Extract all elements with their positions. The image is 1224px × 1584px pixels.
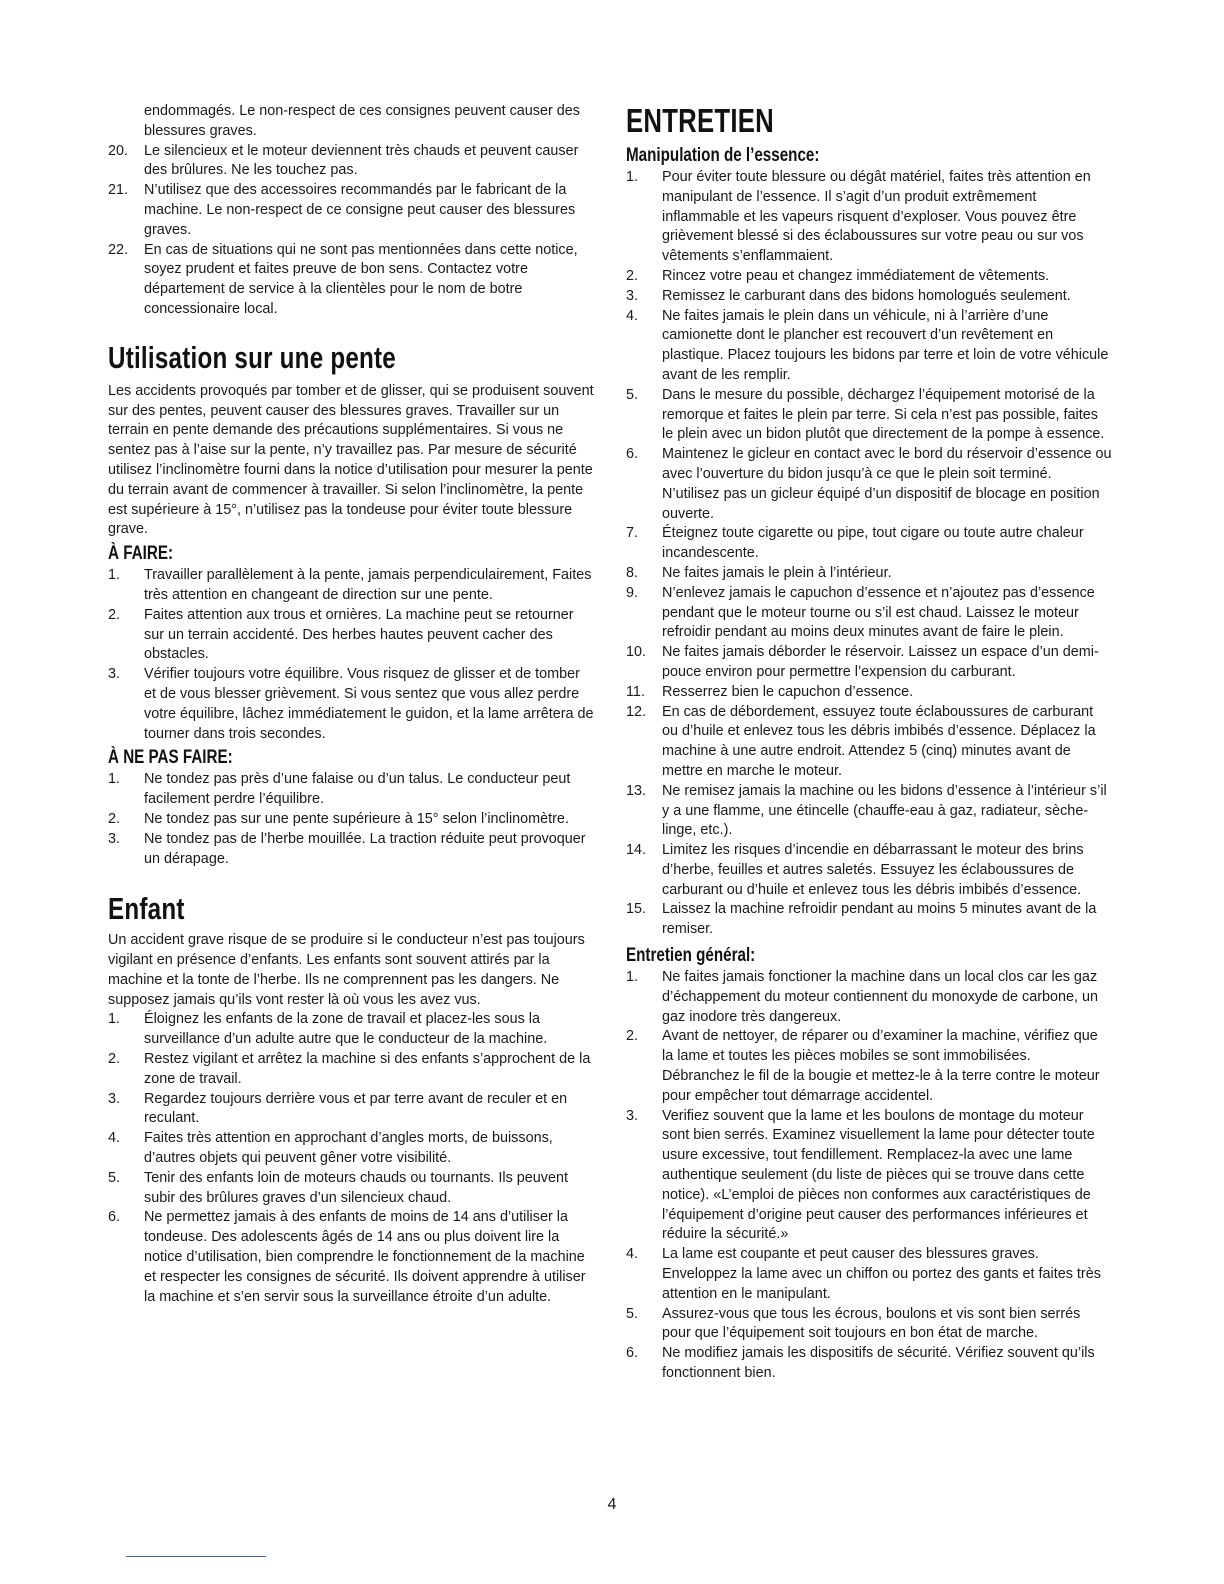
numbered-list-top bbox=[108, 142, 594, 320]
list-item: 2. Avant de nettoyer, de réparer ou d’examiner la machine, vérifiez que la lame et toutes les pièces mobiles se sont immobilisées. Débranchez le fil de la bougie et mettez-le à la terre contre le moteur pour empêcher tout démarrage accidentel. bbox=[626, 1028, 1100, 1104]
list-item: 5. Tenir des enfants loin de moteurs chauds ou tournants. Ils peuvent subir des brûlures graves d’un silencieux chaud. bbox=[108, 1169, 568, 1206]
list-item: 1. Éloignez les enfants de la zone de travail et placez-les sous la surveillance d’un adulte autre que le conducteur de la machine. bbox=[108, 1011, 548, 1048]
list-item: 14. Limitez les risques d’incendie en débarrassant le moteur des brins d’herbe, feuilles et autres saletés. Essuyez les éclaboussures de carburant ou d’huile et enlevez tous les débris imbibés d’essence. bbox=[626, 842, 1084, 898]
do-heading: À FAIRE: bbox=[108, 543, 174, 565]
list-item: 20. Le silencieux et le moteur deviennent très chauds et peuvent causer des brûlures. Ne les touchez pas. bbox=[108, 142, 579, 179]
fuel-heading: Manipulation de l’essence: bbox=[626, 145, 820, 166]
page-number: 4 bbox=[607, 1496, 617, 1513]
list-item: 3. Vérifier toujours votre équilibre. Vous risquez de glisser et de tomber et de vous blesser grièvement. Si vous sentez que vous allez perdre votre équilibre, lâchez immédiatement le guidon, et la lame arrêtera de tourner dans trois secondes. bbox=[108, 666, 594, 742]
continued-text: endommagés. Le non-respect de ces consignes peuvent causer des blessures graves. bbox=[144, 103, 580, 139]
list-item: 21. N’utilisez que des accessoires recommandés par le fabricant de la machine. Le non-respect de ce consigne peut causer des blessures graves. bbox=[108, 182, 576, 238]
footer-rule bbox=[126, 1556, 266, 1557]
section-title-slope: Utilisation sur une pente bbox=[108, 339, 396, 375]
general-heading: Entretien général: bbox=[626, 945, 756, 967]
list-item: 4. Faites très attention en approchant d’angles morts, de buissons, d’autres objets qui peuvent gêner votre visibilité. bbox=[108, 1130, 553, 1167]
list-item: 6. Maintenez le gicleur en contact avec le bord du réservoir d’essence ou avec l’ouverture du bidon jusqu’à ce que le plein soit terminé. N’utilisez pas un gicleur équipé d’un dispositif de blocage en position ouverte. bbox=[626, 446, 1112, 522]
section-title-child: Enfant bbox=[108, 891, 185, 927]
list-item: 4. Ne faites jamais le plein dans un véhicule, ni à l’arrière d’une camionette dont le plancher est recouvert d’un revêtement en plastique. Placez toujours les bidons par terre et loin de votre véhicule avant de les remplir. bbox=[626, 307, 1109, 383]
dont-heading: À NE PAS FAIRE: bbox=[108, 747, 233, 769]
list-item: 6. Ne permettez jamais à des enfants de moins de 14 ans d’utiliser la tondeuse. Des adolescents âgés de 14 ans ou plus doivent lire la notice d’utilisation, bien comprendre le fonctionnement de la machine et respecter les consignes de sécurité. Ils doivent apprendre à utiliser la machine et s’en servir sous la surveillance étroite d’un adulte. bbox=[108, 1209, 586, 1305]
list-item: 2. Restez vigilant et arrêtez la machine si des enfants s’approchent de la zone de travail. bbox=[108, 1051, 591, 1087]
slope-intro: Les accidents provoqués par tomber et de glisser, qui se produisent souvent sur des pentes, peuvent causer des blessures graves. Travailler sur un terrain en pente demande des précautions supplémentaires. Si vous ne sentez pas à l’aise sur la pente, n’y travaillez pas. Par mesure de sécurité utilisez l’inclinomètre fourni dans la notice d’utilisation pour mesurer la pente du terrain avant de commencer à travailler. Si selon l’inclinomètre, la pente est supérieure à 15°, n’utilisez pas la tondeuse pour éviter toute blessure grave. bbox=[108, 382, 594, 538]
list-item: 8. Ne faites jamais le plein à l’intérieur. bbox=[626, 564, 892, 581]
list-item: 6. Ne modifiez jamais les dispositifs de sécurité. Vérifiez souvent qu’ils fonctionnent bien. bbox=[626, 1345, 1095, 1382]
list-item: 2. Ne tondez pas sur une pente supérieure à 15° selon l’inclinomètre. bbox=[108, 810, 569, 827]
list-item: 1. Ne tondez pas près d’une falaise ou d’un talus. Le conducteur peut facilement perdre l’équilibre. bbox=[108, 771, 571, 808]
list-item: 2. Faites attention aux trous et ornières. La machine peut se retourner sur un terrain accidenté. Des herbes hautes peuvent cacher des obstacles. bbox=[108, 606, 574, 663]
section-title-maintenance: ENTRETIEN bbox=[626, 102, 774, 139]
list-item: 3. Ne tondez pas de l’herbe mouillée. La traction réduite peut provoquer un dérapage. bbox=[108, 830, 586, 867]
list-item: 4. La lame est coupante et peut causer des blessures graves. Enveloppez la lame avec un chiffon ou portez des gants et faites très attention en le manipulant. bbox=[626, 1246, 1101, 1302]
list-item: 7. Éteignez toute cigarette ou pipe, tout cigare ou toute autre chaleur incandescente. bbox=[626, 525, 1084, 562]
right-column bbox=[626, 102, 1112, 1384]
list-item: 1. Pour éviter toute blessure ou dégât matériel, faites très attention en manipulant de l’essence. Il s’agit d’un produit extrêmement inflammable et les vapeurs risquent d’exploser. Vous pouvez être grièvement blessé si des éclaboussures sur votre peau ou sur vos vêtements s’enflammaient. bbox=[626, 169, 1091, 265]
do-list bbox=[108, 566, 594, 744]
list-item: 1. Ne faites jamais fonctioner la machine dans un local clos car les gaz d’échappement du moteur contiennent du monoxyde de carbone, un gaz inodore très dangereux. bbox=[626, 969, 1099, 1025]
list-item: 10. Ne faites jamais déborder le réservoir. Laissez un espace d’un demi-pouce environ pour permettre l’expension du carburant. bbox=[626, 644, 1099, 680]
list-item: 9. N’enlevez jamais le capuchon d’essence et n’ajoutez pas d’essence pendant que le moteur tourne ou s’il est chaud. Laissez le moteur refroidir pendant au moins deux minutes avant de faire le plein. bbox=[626, 584, 1095, 641]
list-item: 5. Assurez-vous que tous les écrous, boulons et vis sont bien serrés pour que l’équipement soit toujours en bon état de marche. bbox=[626, 1305, 1081, 1342]
dont-list bbox=[108, 770, 594, 869]
list-item: 3. Verifiez souvent que la lame et les boulons de montage du moteur sont bien serrés. Examinez visuellement la lame pour détecter toute usure excessive, tout fendillement. Remplacez-la avec une lame authentique seulement (du liste de pièces qui se trouve dans cette notice). «L’emploi de pièces non conformes aux caractéristiques de l’équipement d’origine peut causer des performances inférieures et réduire la sécurité.» bbox=[626, 1107, 1095, 1243]
list-item: 12. En cas de débordement, essuyez toute éclaboussures de carburant ou d’huile et enlevez tous les débris imbibés d’essence. Déplacez la machine à une autre endroit. Attendez 5 (cinq) minutes avant de mettre en marche le moteur. bbox=[626, 703, 1096, 779]
list-item: 5. Dans le mesure du possible, déchargez l’équipement motorisé de la remorque et faites le plein par terre. Si cela n’est pas possible, faites le plein avec un bidon plutôt que directement de la pompe à essence. bbox=[626, 386, 1105, 443]
list-item: 3. Regardez toujours derrière vous et par terre avant de reculer et en reculant. bbox=[108, 1090, 568, 1127]
list-item: 2. Rincez votre peau et changez immédiatement de vêtements. bbox=[626, 267, 1050, 284]
general-list bbox=[626, 968, 1112, 1384]
left-column bbox=[108, 102, 594, 1307]
list-item: 11. Resserrez bien le capuchon d’essence. bbox=[626, 683, 914, 700]
list-item: 15. Laissez la machine refroidir pendant au moins 5 minutes avant de la remiser. bbox=[626, 901, 1097, 938]
list-item: 1. Travailler parallèlement à la pente, jamais perpendiculairement, Faites très attention en changeant de direction sur une pente. bbox=[108, 567, 592, 603]
fuel-list bbox=[626, 168, 1112, 940]
child-intro: Un accident grave risque de se produire si le conducteur n’est pas toujours vigilant en présence d’enfants. Les enfants sont souvent attirés par la machine et la tonte de l’herbe. Ils ne comprennent pas les dangers. Ne supposez jamais qu’ils vont rester là où vous les avez vus. bbox=[108, 932, 585, 1008]
list-item: 22. En cas de situations qui ne sont pas mentionnées dans cette notice, soyez prudent et faites preuve de bon sens. Contactez votre département de service à la clientèles pour le nom de botre concessionaire local. bbox=[108, 241, 578, 317]
list-item: 13. Ne remisez jamais la machine ou les bidons d’essence à l’intérieur s’il y a une flamme, une étincelle (chauffe-eau à gaz, radiateur, sèche-linge, etc.). bbox=[626, 782, 1107, 839]
list-item: 3. Remissez le carburant dans des bidons homologués seulement. bbox=[626, 287, 1071, 304]
child-list bbox=[108, 1010, 594, 1307]
